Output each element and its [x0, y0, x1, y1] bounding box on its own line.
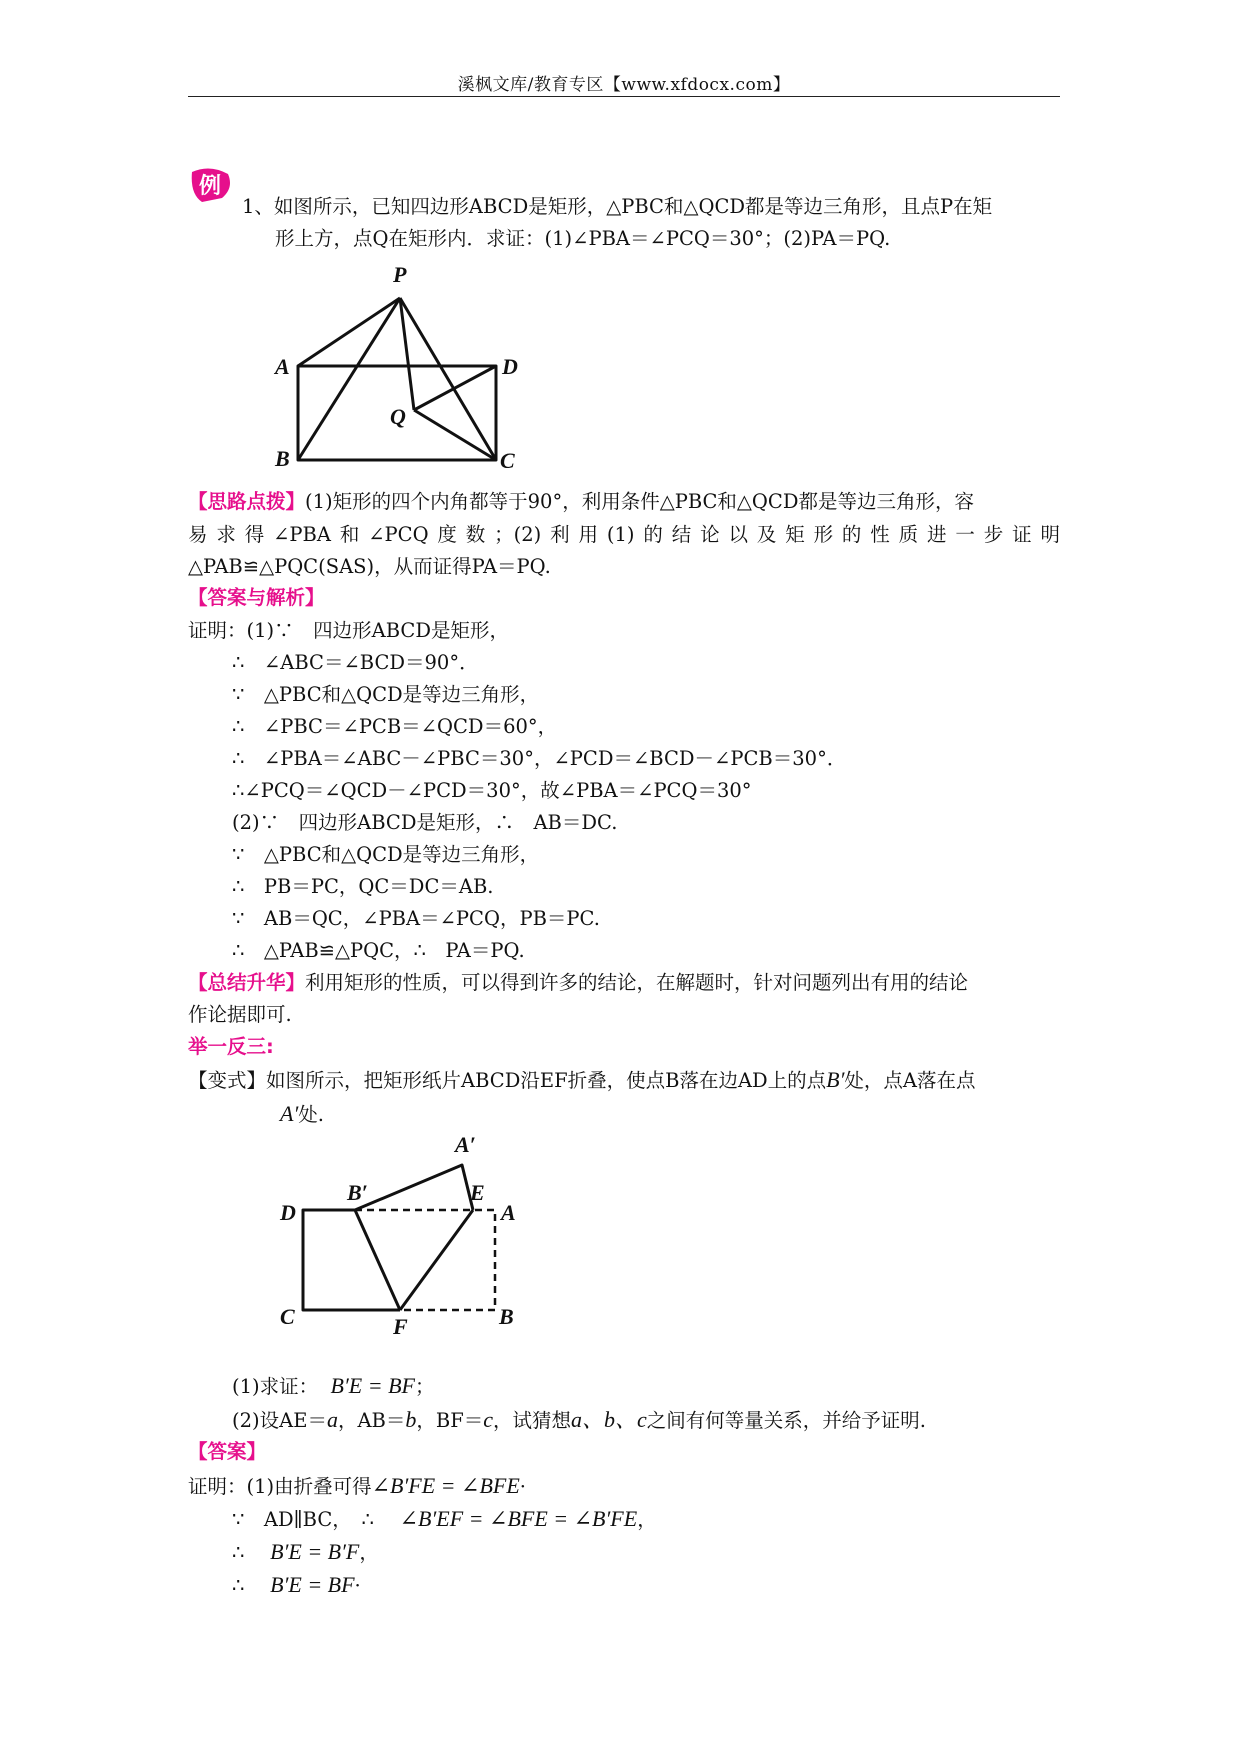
- proof-line: ∴ ∠ABC＝∠BCD＝90°．: [232, 651, 479, 674]
- variant-line-1: 【变式】如图所示，把矩形纸片ABCD沿EF折叠，使点B落在边AD上的点B′处，点A落在点: [188, 1067, 976, 1092]
- proof-line: ∴ PB＝PC，QC＝DC＝AB.: [232, 875, 494, 898]
- example-badge-icon: [188, 166, 234, 206]
- label-C: C: [500, 448, 515, 470]
- header-rule: [188, 96, 1060, 97]
- proof-line: ∴ ∠PBA＝∠ABC－∠PBC＝30°，∠PCD＝∠BCD－∠PCB＝30°．: [232, 747, 847, 770]
- proof-line: ∴∠PCQ＝∠QCD－∠PCD＝30°，故∠PBA＝∠PCQ＝30°: [232, 779, 752, 802]
- proof-line: (2)∵ 四边形ABCD是矩形，∴ AB＝DC.: [232, 811, 618, 834]
- proof-line: ∴ ∠PBC＝∠PCB＝∠QCD＝60°，: [232, 715, 558, 738]
- label-E: E: [470, 1180, 485, 1205]
- label-F: F: [393, 1314, 408, 1339]
- label-B-prime: B′: [347, 1180, 368, 1205]
- answer2-line-4: ∴ B′E = BF·: [232, 1572, 361, 1597]
- answer2-line-3: ∴ B′E = B′F，: [232, 1539, 379, 1564]
- summary-line-1: 【总结升华】利用矩形的性质，可以得到许多的结论，在解题时，针对问题列出有用的结论: [188, 971, 969, 994]
- label-A: A: [501, 1200, 516, 1225]
- page-header: 溪枫文库/教育专区【www.xfdocx.com】: [457, 75, 791, 95]
- hint-line-1: 【思路点拨】(1)矩形的四个内角都等于90°，利用条件△PBC和△QCD都是等边三角形，容: [188, 490, 974, 513]
- label-D: D: [280, 1200, 296, 1225]
- label-A-prime: A′: [455, 1132, 476, 1157]
- hint-title: 【思路点拨】: [188, 490, 306, 513]
- hint-line-2: 易求得∠PBA和∠PCQ度数；(2)利用(1)的结论以及矩形的性质进一步证明: [188, 523, 1060, 546]
- variant-label: 【变式】: [188, 1069, 267, 1092]
- label-A: A: [275, 354, 290, 379]
- variant-question-2: (2)设AE＝a，AB＝b，BF＝c，试猜想a、b、c之间有何等量关系，并给予证明.: [232, 1407, 926, 1432]
- answer2-title: 【答案】: [188, 1440, 267, 1463]
- example-line-1: 1、如图所示，已知四边形ABCD是矩形，△PBC和△QCD都是等边三角形，且点P在矩: [242, 195, 993, 218]
- example-badge-label: 例: [198, 174, 222, 199]
- variant-question-1: (1)求证： B′E = BF；: [232, 1373, 435, 1398]
- proof-line: ∴ △PAB≌△PQC，∴ PA＝PQ.: [232, 939, 525, 962]
- example-line-2: 形上方，点Q在矩形内．求证：(1)∠PBA＝∠PCQ＝30°；(2)PA＝PQ.: [275, 227, 891, 250]
- label-B: B: [275, 446, 290, 470]
- label-B: B: [499, 1304, 514, 1329]
- variants-title: 举一反三:: [188, 1035, 274, 1058]
- answer2-line-1: 证明：(1)由折叠可得∠B′FE = ∠BFE·: [188, 1473, 526, 1498]
- proof-line: ∵ △PBC和△QCD是等边三角形，: [232, 683, 540, 706]
- label-C: C: [280, 1304, 295, 1329]
- label-Q: Q: [390, 404, 406, 429]
- hint-line-3: △PAB≌△PQC(SAS)，从而证得PA＝PQ.: [188, 555, 551, 578]
- answer-title: 【答案与解析】: [188, 586, 325, 609]
- summary-title: 【总结升华】: [188, 971, 306, 994]
- label-D: D: [502, 354, 518, 379]
- figure-rectangle-triangles: [270, 258, 530, 470]
- label-P: P: [393, 262, 407, 287]
- proof-line: 证明：(1)∵ 四边形ABCD是矩形，: [188, 619, 509, 642]
- proof-line: ∵ △PBC和△QCD是等边三角形，: [232, 843, 540, 866]
- variant-line-2: A′处.: [280, 1101, 324, 1126]
- figure-folded-rectangle: [275, 1128, 555, 1352]
- answer2-line-2: ∵ AD∥BC， ∴ ∠B′EF = ∠BFE = ∠B′FE，: [232, 1506, 657, 1531]
- summary-line-2: 作论据即可.: [188, 1003, 292, 1026]
- proof-line: ∵ AB＝QC，∠PBA＝∠PCQ，PB＝PC.: [232, 907, 600, 930]
